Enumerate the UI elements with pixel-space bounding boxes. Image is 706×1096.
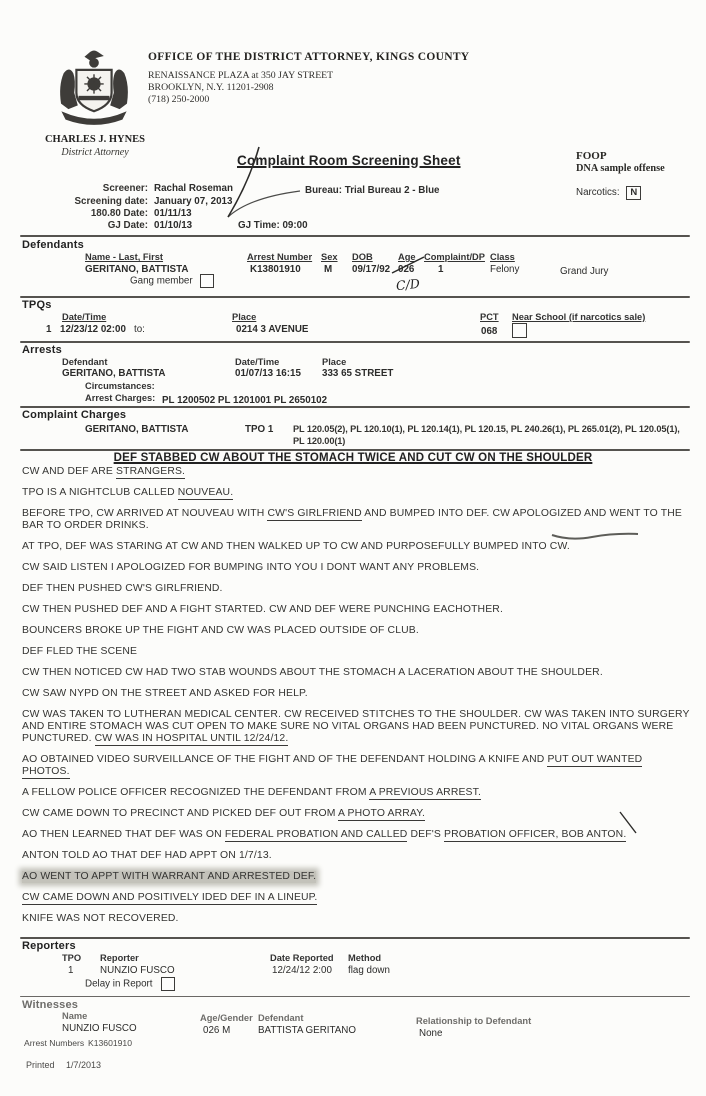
arrests-col-datetime: Date/Time	[235, 357, 280, 367]
defendant-complaint-dp: 1	[438, 264, 444, 275]
narrative-line: BEFORE TPO, CW ARRIVED AT NOUVEAU WITH CW'S GIRLFRIEND AND BUMPED INTO DEF. CW APOLOGIZED AND WENT TO THE BAR TO ORDER DRINKS.	[22, 508, 682, 531]
defendants-col-name: Name - Last, First	[85, 252, 164, 262]
narrative-line: AO OBTAINED VIDEO SURVEILLANCE OF THE FIGHT AND OF THE DEFENDANT HOLDING A KNIFE AND PUT OUT WANTED PHOTOS.	[22, 754, 643, 777]
tpqs-col-place: Place	[232, 312, 257, 322]
witness-age-gender: 026 M	[203, 1025, 231, 1036]
defendants-col-class: Class	[490, 252, 515, 262]
reporters-col-method: Method	[348, 953, 382, 963]
narrative-line: CW SAID LISTEN I APOLOGIZED FOR BUMPING INTO YOU I DONT WANT ANY PROBLEMS.	[22, 562, 480, 573]
arrest-numbers-label: Arrest Numbers	[24, 1038, 85, 1048]
printed-date-value: 1/7/2013	[66, 1060, 102, 1070]
defendants-col-dob: DOB	[352, 252, 373, 262]
gang-member-field	[130, 274, 214, 288]
tpq-datetime: 12/23/12 02:00	[60, 324, 126, 335]
reporter-tpo: 1	[68, 965, 74, 976]
gj-time-label: GJ Time:	[238, 220, 280, 231]
foop-flag: FOOP	[576, 150, 607, 162]
defendants-col-age: Age	[398, 252, 416, 262]
defendant-dob: 09/17/92	[352, 264, 391, 275]
reporters-section-title: Reporters	[22, 940, 76, 952]
phone: (718) 250-2000	[148, 94, 210, 105]
near-school-checkbox	[512, 323, 527, 338]
tpq-pct: 068	[481, 326, 498, 337]
address-line-1: RENAISSANCE PLAZA at 350 JAY STREET	[148, 70, 334, 81]
narrative-body	[22, 466, 690, 934]
gang-member-checkbox	[200, 274, 214, 288]
section-divider	[20, 235, 690, 237]
tpqs-col-pct: PCT	[480, 312, 499, 322]
reporter-method: flag down	[348, 965, 390, 976]
witnesses-col-relationship: Relationship to Defendant	[416, 1016, 532, 1026]
circumstances-label: Circumstances:	[85, 381, 155, 391]
section-divider	[20, 406, 690, 408]
narcotics-label: Narcotics:	[576, 187, 620, 198]
defendants-col-complaint: Complaint/DP	[424, 252, 485, 262]
narrative-line: KNIFE WAS NOT RECOVERED.	[22, 913, 179, 924]
date-180-value: 01/11/13	[154, 208, 192, 219]
section-divider	[20, 937, 690, 939]
narrative-line: DEF FLED THE SCENE	[22, 646, 138, 657]
section-divider	[20, 341, 690, 343]
arrest-charges-value: PL 1200502 PL 1201001 PL 2650102	[162, 395, 328, 406]
bureau-label: Bureau:	[305, 185, 343, 196]
arrest-datetime: 01/07/13 16:15	[235, 368, 301, 379]
screening-date-label: Screening date:	[74, 196, 148, 207]
delay-in-report-checkbox	[161, 977, 175, 991]
bureau-value: Trial Bureau 2 - Blue	[344, 185, 440, 196]
reporters-col-reporter: Reporter	[100, 953, 139, 963]
narrative-line: ANTON TOLD AO THAT DEF HAD APPT ON 1/7/13.	[22, 850, 272, 861]
witnesses-col-age-gender: Age/Gender	[200, 1013, 253, 1023]
narrative-line: CW CAME DOWN TO PRECINCT AND PICKED DEF OUT FROM A PHOTO ARRAY.	[22, 808, 426, 819]
arrest-numbers-value: K13601910	[88, 1038, 132, 1048]
narrative-line: BOUNCERS BROKE UP THE FIGHT AND CW WAS PLACED OUTSIDE OF CLUB.	[22, 625, 419, 636]
tpqs-section-title: TPQs	[22, 299, 52, 311]
witnesses-col-defendant: Defendant	[258, 1013, 304, 1023]
arrest-defendant: GERITANO, BATTISTA	[62, 368, 166, 379]
defendant-gj-status: Grand Jury	[560, 266, 609, 277]
arrests-col-defendant: Defendant	[62, 357, 108, 367]
screening-date-value: January 07, 2013	[154, 196, 233, 207]
witness-relationship: None	[419, 1028, 443, 1039]
witness-name: NUNZIO FUSCO	[62, 1023, 137, 1034]
arrests-section-title: Arrests	[22, 344, 62, 356]
arrest-charges-label: Arrest Charges:	[85, 393, 156, 403]
screener-label: Screener:	[102, 183, 148, 194]
narrative-line: DEF THEN PUSHED CW'S GIRLFRIEND.	[22, 583, 223, 594]
section-divider	[20, 996, 690, 997]
section-divider	[20, 296, 690, 298]
narrative-line-highlighted: AO WENT TO APPT WITH WARRANT AND ARRESTED DEF.	[22, 871, 317, 882]
reporters-col-tpo: TPO	[62, 953, 82, 963]
narrative-line: CW AND DEF ARE STRANGERS.	[22, 466, 186, 477]
delay-in-report-label: Delay in Report	[85, 978, 153, 990]
da-title: District Attorney	[61, 147, 129, 158]
defendants-col-arrest: Arrest Number	[247, 252, 313, 262]
narrative-headline: DEF STABBED CW ABOUT THE STOMACH TWICE AND CUT CW ON THE SHOULDER	[113, 452, 593, 464]
witnesses-col-name: Name	[62, 1011, 88, 1021]
page-title: Complaint Room Screening Sheet	[237, 153, 461, 168]
date-180-label: 180.80 Date:	[90, 208, 148, 219]
screener-value: Rachal Roseman	[154, 183, 233, 194]
charges-tpo-label: TPO 1	[245, 424, 274, 435]
handwritten-note: C/D	[395, 275, 421, 294]
defendants-section-title: Defendants	[22, 239, 84, 251]
defendants-col-sex: Sex	[321, 252, 338, 262]
dna-sample-offense-flag: DNA sample offense	[576, 163, 665, 174]
arrest-place: 333 65 STREET	[322, 368, 394, 379]
witnesses-section-title: Witnesses	[22, 999, 79, 1011]
complaint-charges-section-title: Complaint Charges	[22, 409, 127, 421]
gj-date-value: 01/10/13	[154, 220, 193, 231]
reporter-date-reported: 12/24/12 2:00	[272, 965, 332, 976]
tpq-number: 1	[46, 324, 52, 335]
delay-in-report-field	[85, 977, 175, 991]
da-name: CHARLES J. HYNES	[44, 134, 146, 145]
tpqs-col-near-school: Near School (if narcotics sale)	[512, 312, 646, 322]
narrative-line: A FELLOW POLICE OFFICER RECOGNIZED THE DEFENDANT FROM A PREVIOUS ARREST.	[22, 787, 482, 798]
narrative-line: CW WAS TAKEN TO LUTHERAN MEDICAL CENTER. CW RECEIVED STITCHES TO THE SHOULDER. CW WAS TAKEN INTO SURGERY AND ENTIRE STOMACH WAS CUT OPEN TO MAKE SURE NO VITAL ORGANS HAD BEEN PUNCTURED. NO VITAL ORGANS WERE PUNCTURED. CW WAS IN HOSPITAL UNTIL 12/24/12.	[22, 709, 690, 744]
charges-defendant: GERITANO, BATTISTA	[85, 424, 189, 435]
defendant-sex: M	[324, 264, 333, 275]
address-line-2: BROOKLYN, N.Y. 11201-2908	[148, 82, 274, 93]
tpq-to-label: to:	[134, 324, 145, 335]
defendant-class: Felony	[490, 264, 520, 275]
narrative-line: CW SAW NYPD ON THE STREET AND ASKED FOR HELP.	[22, 688, 308, 699]
section-divider	[20, 449, 690, 451]
gj-date-label: GJ Date:	[107, 220, 148, 231]
reporters-col-date-reported: Date Reported	[270, 953, 334, 963]
narrative-line: AT TPO, DEF WAS STARING AT CW AND THEN WALKED UP TO CW AND PURPOSEFULLY BUMPED INTO CW.	[22, 541, 570, 552]
arrests-col-place: Place	[322, 357, 347, 367]
narrative-line: AO THEN LEARNED THAT DEF WAS ON FEDERAL PROBATION AND CALLED DEF'S PROBATION OFFICER, BOB ANTON.	[22, 829, 627, 840]
narrative-line: CW THEN PUSHED DEF AND A FIGHT STARTED. CW AND DEF WERE PUNCHING EACHOTHER.	[22, 604, 503, 615]
charges-list: PL 120.05(2), PL 120.10(1), PL 120.14(1), PL 120.15, PL 240.26(1), PL 265.01(2), PL 120.05(1), PL 120.00(1)	[293, 424, 680, 446]
gj-time-field	[238, 220, 308, 231]
narrative-line: CW THEN NOTICED CW HAD TWO STAB WOUNDS ABOUT THE STOMACH A LACERATION ABOUT THE SHOULDER.	[22, 667, 603, 678]
ny-coat-of-arms-seal	[50, 50, 138, 132]
bureau-field	[305, 185, 440, 196]
tpqs-col-datetime: Date/Time	[62, 312, 107, 322]
office-name: OFFICE OF THE DISTRICT ATTORNEY, KINGS COUNTY	[148, 51, 470, 63]
tpq-place: 0214 3 AVENUE	[236, 324, 309, 335]
defendant-age: 026	[398, 264, 415, 275]
narrative-line: CW CAME DOWN AND POSITIVELY IDED DEF IN A LINEUP.	[22, 892, 318, 903]
witness-defendant: BATTISTA GERITANO	[258, 1025, 356, 1036]
gj-time-value: 09:00	[282, 220, 308, 231]
narcotics-checkbox: N	[626, 186, 641, 200]
printed-label: Printed	[26, 1060, 55, 1070]
narcotics-field	[576, 186, 641, 200]
reporter-name: NUNZIO FUSCO	[100, 965, 175, 976]
gang-member-label: Gang member	[130, 275, 193, 287]
narrative-line: TPO IS A NIGHTCLUB CALLED NOUVEAU.	[22, 487, 234, 498]
defendant-name: GERITANO, BATTISTA	[85, 264, 189, 275]
defendant-arrest-number: K13801910	[250, 264, 301, 275]
